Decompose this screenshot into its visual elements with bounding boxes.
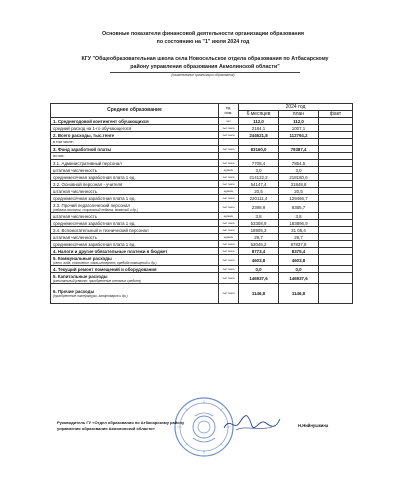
table-row — [51, 167, 353, 174]
row-value-fact — [319, 255, 353, 266]
row-value-fact — [319, 266, 353, 273]
table-row — [51, 255, 353, 266]
row-unit: тыс тенге — [219, 241, 239, 248]
row-value-plan: 79387,4 — [279, 146, 319, 153]
row-value-six: 29,7 — [239, 234, 279, 241]
row-value-six: 214122,2 — [239, 174, 279, 181]
row-label-note: (приобретение литературы, канцтоваров и др.) — [53, 294, 128, 298]
row-label-main: 6. Прочие расходы — [53, 289, 95, 294]
row-label-note: (педагог-психолог, социальный педагог, вожатый и др.) — [53, 207, 138, 212]
signer-name: Н.Нийнушкина — [298, 423, 329, 428]
table-row — [51, 248, 353, 255]
row-label-main: штатная численность — [53, 234, 98, 240]
table-row — [51, 220, 353, 227]
signatory-line-1: Руководитель ГУ «Отдел образования по Атбасарскому району — [57, 420, 185, 425]
handwritten-signature — [222, 412, 282, 439]
document-title — [0, 30, 406, 46]
row-value-plan: 218180,6 — [279, 174, 319, 181]
row-value-plan: 31848,8 — [279, 181, 319, 188]
row-unit: тыс тенге — [219, 227, 239, 234]
row-label — [51, 227, 219, 234]
row-unit: единиц — [219, 213, 239, 220]
table-row — [51, 174, 353, 181]
row-value-plan: 112794,2 — [279, 132, 319, 139]
row-label — [51, 195, 219, 202]
table-row — [51, 227, 353, 234]
row-value-plan: 20,5 — [279, 188, 319, 195]
row-unit: тыс тенге — [219, 202, 239, 213]
table-row — [51, 213, 353, 220]
row-value-plan: 3,0 — [279, 167, 319, 174]
row-label — [51, 202, 219, 213]
table-row — [51, 153, 353, 160]
row-unit: тыс тенге — [219, 255, 239, 266]
row-label — [51, 160, 219, 167]
row-label — [51, 153, 219, 160]
row-unit: тыс тенге — [219, 146, 239, 153]
row-value-plan: 29,7 — [279, 234, 319, 241]
row-unit: единиц — [219, 167, 239, 174]
row-value-six: 53308,9 — [239, 220, 279, 227]
row-label-main: 1. Среднегодовой контингент обучающихся — [53, 118, 149, 124]
row-value-six: 112,0 — [239, 118, 279, 125]
row-value-fact — [319, 273, 353, 284]
row-value-six: 2184,1 — [239, 125, 279, 132]
row-value-plan: 146937,6 — [279, 273, 319, 284]
row-label — [51, 125, 219, 132]
row-label-main: штатная численность — [53, 167, 98, 173]
org-line-1: КГУ "Общеобразовательная школа села Новосельское отдела образования по Атбасарскому — [81, 56, 329, 62]
row-label-main: средний расход на 1-го обучающегося — [53, 125, 132, 131]
row-label-main: среднемесячная заработная плата 1 ед. — [53, 220, 136, 226]
row-label-main: в том числе: — [53, 139, 74, 144]
row-label-main: 5. Коммунальные расходы — [53, 255, 112, 261]
row-value-fact — [319, 118, 353, 125]
table-row — [51, 241, 353, 248]
row-label-main: 3. Фонд заработной платы — [53, 146, 112, 152]
row-label-main: штатная численность — [53, 188, 98, 194]
table-row — [51, 160, 353, 167]
row-value-six: 18905,3 — [239, 227, 279, 234]
row-value-plan: 1146,8 — [279, 284, 319, 304]
row-label — [51, 213, 219, 220]
row-unit: тыс тенге — [219, 160, 239, 167]
row-unit: единиц — [219, 234, 239, 241]
row-value-plan: 87837,8 — [279, 241, 319, 248]
row-value-six: 83160,0 — [239, 146, 279, 153]
row-unit: тыс тенге — [219, 284, 239, 304]
row-value-six: 20,5 — [239, 188, 279, 195]
row-value-fact — [319, 146, 353, 153]
row-label-note: (свет, вода, отопление, связь,интернет, вредоба помещений и др.) — [53, 260, 157, 265]
table-row — [51, 139, 353, 146]
row-value-six: 244621,8 — [239, 132, 279, 139]
row-value-plan: 7854,5 — [279, 160, 319, 167]
row-label — [51, 266, 219, 273]
table-row — [51, 195, 353, 202]
row-value-plan: 31 05,4 — [279, 227, 319, 234]
row-value-fact — [319, 167, 353, 174]
row-value-six: 220111,4 — [239, 195, 279, 202]
row-label-main: среднемесячная заработная плата 1 ед. — [53, 241, 136, 247]
org-line-2: району управления образования Акмолинской области" — [130, 63, 280, 70]
row-value-six: 4603,8 — [239, 255, 279, 266]
row-value-fact — [319, 125, 353, 132]
title-line-2: по состоянию на "1" июля 2024 год — [156, 39, 250, 45]
row-value-six: 1146,8 — [239, 284, 279, 304]
row-value-plan: 112,0 — [279, 118, 319, 125]
row-value-plan: 8385,7 — [279, 202, 319, 213]
row-unit: тыс тенге — [219, 266, 239, 273]
row-value-six — [239, 153, 279, 160]
row-value-six: 54147,4 — [239, 181, 279, 188]
row-value-fact — [319, 213, 353, 220]
row-value-fact — [319, 241, 353, 248]
row-label — [51, 188, 219, 195]
row-value-six: 0,0 — [239, 266, 279, 273]
table-row — [51, 188, 353, 195]
row-value-fact — [319, 202, 353, 213]
row-label-note: (капитальный ремонт, приобретение основных средств) — [53, 278, 141, 283]
row-label-main: штатная численность — [53, 213, 98, 219]
table-row — [51, 284, 353, 304]
row-value-fact — [319, 227, 353, 234]
organization-name — [55, 56, 355, 71]
row-unit: тыс тенге — [219, 248, 239, 255]
row-value-plan: 0,0 — [279, 266, 319, 273]
row-unit — [219, 153, 239, 160]
header-unit — [219, 104, 239, 118]
table-row — [51, 181, 353, 188]
row-value-plan: 4603,8 — [279, 255, 319, 266]
row-label — [51, 248, 219, 255]
row-label-main: 3.4. Вспомогательный и технический персонал — [53, 227, 149, 233]
row-value-fact — [319, 195, 353, 202]
row-value-fact — [319, 153, 353, 160]
row-value-six: 146937,6 — [239, 273, 279, 284]
row-unit: тыс тенге — [219, 132, 239, 139]
row-label — [51, 174, 219, 181]
row-value-plan: 183896,9 — [279, 220, 319, 227]
row-value-plan — [279, 153, 319, 160]
row-unit: тыс тенге — [219, 195, 239, 202]
row-value-six: 3,0 — [239, 167, 279, 174]
financial-table — [50, 103, 353, 304]
row-label — [51, 220, 219, 227]
header-6-months: 6 месяцев — [239, 111, 279, 118]
row-label-main: среднемесячная заработная плата 1 ед. — [53, 195, 136, 201]
row-unit: тыс тенге — [219, 181, 239, 188]
row-label — [51, 284, 219, 304]
table-row — [51, 146, 353, 153]
row-unit: тыс тенге — [219, 174, 239, 181]
row-label — [51, 181, 219, 188]
row-value-fact — [319, 139, 353, 146]
row-label — [51, 255, 219, 266]
row-label-main: 2. Всего расходы, тыс.тенге — [53, 132, 115, 138]
row-label-main: среднемесячная заработная плата 1 ед. — [53, 174, 136, 180]
row-value-plan: 1007,1 — [279, 125, 319, 132]
row-value-fact — [319, 174, 353, 181]
row-label — [51, 132, 219, 139]
row-value-six — [239, 139, 279, 146]
table-row — [51, 234, 353, 241]
signatory-line-2: управления образования Акмолинской области» — [57, 426, 155, 431]
row-value-plan — [279, 139, 319, 146]
row-value-fact — [319, 248, 353, 255]
row-unit: тыс тенге — [219, 273, 239, 284]
row-label — [51, 139, 219, 146]
org-note: (наименование организации образования) — [171, 73, 235, 77]
row-unit: тыс тенге — [219, 220, 239, 227]
row-unit — [219, 139, 239, 146]
row-value-fact — [319, 160, 353, 167]
header-name: Среднее образование — [51, 104, 219, 118]
table-row — [51, 273, 353, 284]
row-value-fact — [319, 188, 353, 195]
header-unit-line-2: изм. — [224, 109, 233, 115]
row-value-fact — [319, 220, 353, 227]
row-label-main: 4. Налоги и другие обязательные платежи в бюджет — [53, 248, 168, 254]
row-value-fact — [319, 181, 353, 188]
row-label-main: 3.1. Административный персонал — [53, 160, 122, 166]
row-unit: чел — [219, 118, 239, 125]
table-row — [51, 118, 353, 125]
table-row — [51, 125, 353, 132]
row-label — [51, 234, 219, 241]
row-unit: единиц — [219, 188, 239, 195]
signatory-block — [57, 420, 207, 432]
row-value-six: 3,8 — [239, 213, 279, 220]
row-label-main: 4. Текущий ремонт помещений и оборудования — [53, 266, 157, 272]
row-value-six: 2398,9 — [239, 202, 279, 213]
row-label-main: 3.2. Основной персонал - учителя — [53, 181, 123, 187]
row-label — [51, 273, 219, 284]
row-label — [51, 146, 219, 153]
row-value-fact — [319, 234, 353, 241]
row-label — [51, 118, 219, 125]
row-value-plan: 8375,4 — [279, 248, 319, 255]
row-unit: тыс тенге — [219, 125, 239, 132]
header-year: 2024 год — [239, 104, 353, 111]
row-value-six: 53045,2 — [239, 241, 279, 248]
table-row — [51, 132, 353, 139]
table-body — [51, 118, 353, 304]
row-value-fact — [319, 132, 353, 139]
header-fact: факт — [319, 111, 353, 118]
row-label-main: 3.3. Прочий педагогический персонал — [53, 202, 130, 208]
row-value-plan: 3,8 — [279, 213, 319, 220]
row-value-six: 7708,4 — [239, 160, 279, 167]
row-label — [51, 167, 219, 174]
row-value-plan: 129466,7 — [279, 195, 319, 202]
row-label-main: 5. Капитальные расходы — [53, 273, 108, 279]
header-plan: план — [279, 111, 319, 118]
header-unit-line-1: ед. — [225, 104, 232, 110]
row-value-fact — [319, 284, 353, 304]
table-row — [51, 202, 353, 213]
title-line-1: Основные показатели финансовой деятельности организации образования — [102, 31, 304, 37]
row-label — [51, 241, 219, 248]
table-row — [51, 266, 353, 273]
row-value-six: 8773,4 — [239, 248, 279, 255]
row-label-main: из них: — [53, 153, 65, 158]
